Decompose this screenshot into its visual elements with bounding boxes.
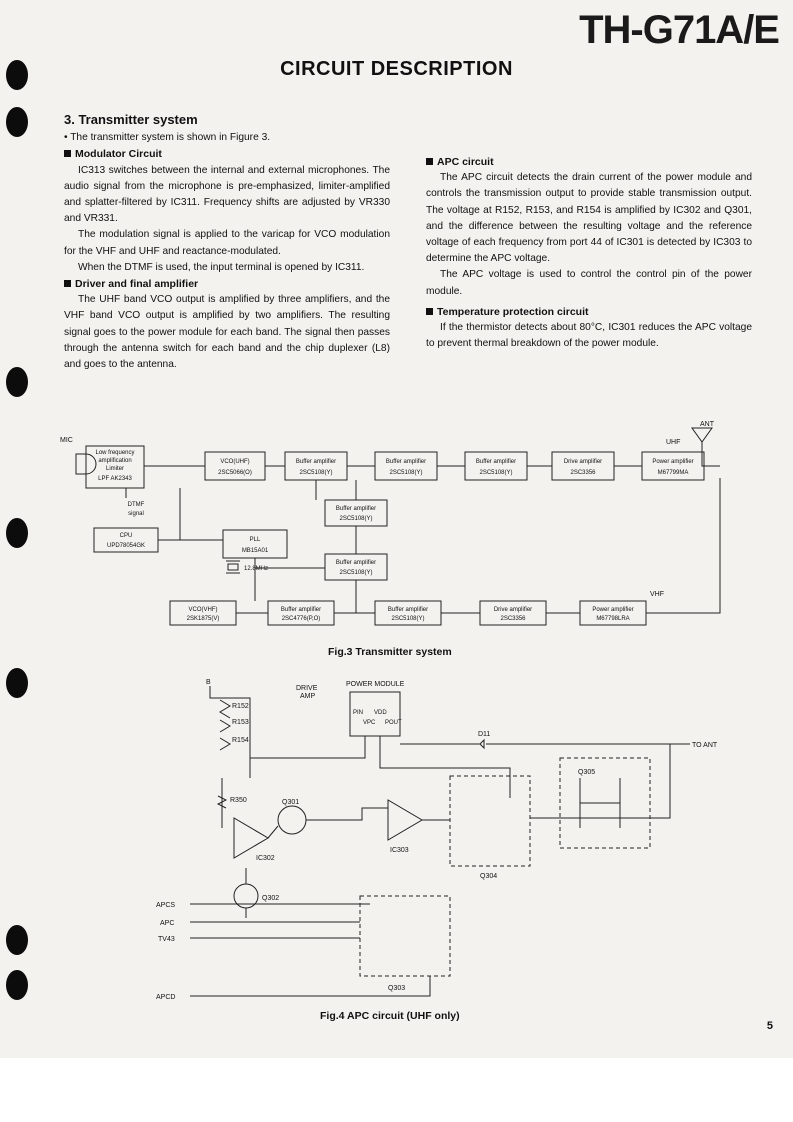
svg-text:LPF AK2343: LPF AK2343 [98,476,132,482]
svg-text:2SC5108(Y): 2SC5108(Y) [339,570,373,576]
section-intro: • The transmitter system is shown in Figure 3. [64,132,271,144]
binder-hole [6,668,28,698]
paragraph: The UHF band VCO output is amplified by three amplifiers, and the VHF band VCO output is amplified by two amplifiers. The resulting signal goes to the power module for each band. The signal then passes through the antenna switch for each band and the chip duplexer (L8) and goes to the antenna. [64,294,390,371]
buffer-amp-block [325,554,387,580]
binder-hole [6,925,28,955]
svg-text:Buffer amplifier: Buffer amplifier [335,506,377,512]
svg-text:Q302: Q302 [262,895,280,902]
subsection-heading: Temperature protection circuit [426,304,752,320]
svg-text:TV43: TV43 [158,936,175,943]
page-number: 5 [766,1020,773,1032]
subsection-heading: Driver and final amplifier [64,276,390,292]
model-number: TH-G71A/E [579,8,779,52]
svg-text:APC: APC [160,920,175,927]
svg-text:VCO(UHF): VCO(UHF) [220,459,250,465]
svg-text:DTMF: DTMF [127,502,145,508]
svg-text:Buffer amplifier: Buffer amplifier [475,459,517,465]
svg-text:Drive amplifier: Drive amplifier [493,607,533,613]
svg-text:APCD: APCD [156,994,176,1001]
q304-block [450,776,530,866]
section-heading: 3. Transmitter system [64,112,198,127]
svg-text:R350: R350 [230,797,247,804]
svg-text:VCO(VHF): VCO(VHF) [188,607,218,613]
svg-text:R152: R152 [232,703,249,710]
svg-text:VDD: VDD [374,710,387,716]
svg-text:2SK1875(V): 2SK1875(V) [186,616,220,622]
svg-text:POWER MODULE: POWER MODULE [346,681,405,688]
svg-text:Low frequency: Low frequency [95,450,135,456]
svg-text:MIC: MIC [60,437,73,444]
paragraph: The APC circuit detects the drain current of the power module and controls the transmission output to provide stable transmission output. The voltage at R152, R153, and R154 is amplified by IC302 and Q301, and the difference between the resulting voltage and the reference voltage of each frequency from port 44 of IC301 is detected by IC303 to determine the APC voltage. [426,172,752,265]
square-bullet-icon [64,150,71,157]
svg-text:2SC5108(Y): 2SC5108(Y) [389,470,423,476]
svg-text:M67798LRA: M67798LRA [596,616,630,622]
binder-hole [6,107,28,137]
opamp-ic303 [388,800,422,840]
svg-text:signal: signal [128,511,144,517]
buffer-amp-block [325,500,387,526]
svg-text:R154: R154 [232,737,249,744]
page-title: CIRCUIT DESCRIPTION [280,58,513,80]
svg-text:CPU: CPU [119,533,133,539]
paragraph: IC313 switches between the internal and external microphones. The audio signal from the microphone is pre-emphasized, limiter-amplified and splatter-filtered by IC311. Frequency shifts are adjusted by VR330 and VR331. [64,164,390,225]
svg-text:Buffer amplifier: Buffer amplifier [280,607,322,613]
svg-text:Power amplifier: Power amplifier [592,607,634,613]
svg-text:Buffer amplifier: Buffer amplifier [385,459,427,465]
svg-text:MB15A01: MB15A01 [241,548,269,554]
svg-text:D11: D11 [478,731,491,738]
svg-text:AMP: AMP [300,693,316,700]
svg-text:Q305: Q305 [578,769,596,776]
svg-text:M67799MA: M67799MA [657,470,689,476]
svg-text:Buffer amplifier: Buffer amplifier [387,607,429,613]
svg-text:R153: R153 [232,719,249,726]
paragraph: The modulation signal is applied to the varicap for VCO modulation for the VHF and UHF and reactance-modulated. [64,229,390,257]
svg-text:VHF: VHF [650,591,664,598]
square-bullet-icon [426,158,433,165]
svg-text:2SC5108(Y): 2SC5108(Y) [299,470,333,476]
opamp-ic302 [234,818,268,858]
svg-text:Drive amplifier: Drive amplifier [563,459,603,465]
svg-text:Power amplifier: Power amplifier [652,459,694,465]
subsection-heading: Modulator Circuit [64,146,390,162]
right-column [426,154,752,352]
square-bullet-icon [426,308,433,315]
subsection-heading: APC circuit [426,154,752,170]
left-column [64,112,390,373]
svg-text:2SC5108(Y): 2SC5108(Y) [479,470,513,476]
svg-text:2SC5066(O): 2SC5066(O) [218,470,252,476]
svg-text:DRIVE: DRIVE [296,685,318,692]
svg-text:Q301: Q301 [282,799,300,806]
svg-text:UPD78054GK: UPD78054GK [106,543,146,549]
svg-text:amplification: amplification [98,458,132,464]
paragraph: When the DTMF is used, the input terminal is opened by IC311. [78,261,365,273]
antenna-icon [692,428,720,466]
svg-text:ANT: ANT [700,421,714,428]
svg-text:POUT: POUT [385,720,402,726]
paragraph: If the thermistor detects about 80°C, IC301 reduces the APC voltage to prevent thermal breakdown of the power module. [426,322,752,350]
svg-text:VPC: VPC [363,720,376,726]
svg-text:B: B [206,679,211,686]
svg-text:IC303: IC303 [390,847,409,854]
square-bullet-icon [64,280,71,287]
svg-text:Q304: Q304 [480,873,498,880]
svg-text:Buffer amplifier: Buffer amplifier [335,560,377,566]
svg-text:UHF: UHF [666,439,681,446]
q303-block [360,896,450,976]
svg-text:12.8MHz: 12.8MHz [244,566,269,572]
svg-text:TO ANT: TO ANT [692,742,718,749]
apc-circuit-schematic [150,678,740,1004]
binder-hole [6,970,28,1000]
svg-text:2SC5108(Y): 2SC5108(Y) [339,516,373,522]
transmitter-block-diagram [60,418,750,628]
binder-hole [6,367,28,397]
svg-text:2SC5108(Y): 2SC5108(Y) [391,616,425,622]
svg-text:2SC3356: 2SC3356 [500,616,526,622]
svg-text:APCS: APCS [156,902,176,909]
svg-text:Q303: Q303 [388,985,406,992]
transistor-q301 [278,806,306,834]
svg-text:2SC4776(P,O): 2SC4776(P,O) [281,616,321,622]
figure-3-caption: Fig.3 Transmitter system [328,646,452,658]
svg-text:2SC3356: 2SC3356 [570,470,596,476]
svg-text:IC302: IC302 [256,855,275,862]
figure-4-caption: Fig.4 APC circuit (UHF only) [320,1010,460,1022]
svg-text:Limiter: Limiter [105,466,125,472]
svg-text:PLL: PLL [249,537,261,543]
svg-text:Buffer amplifier: Buffer amplifier [295,459,337,465]
svg-text:PIN: PIN [353,710,364,716]
binder-hole [6,518,28,548]
paragraph: The APC voltage is used to control the control pin of the power module. [426,269,752,297]
